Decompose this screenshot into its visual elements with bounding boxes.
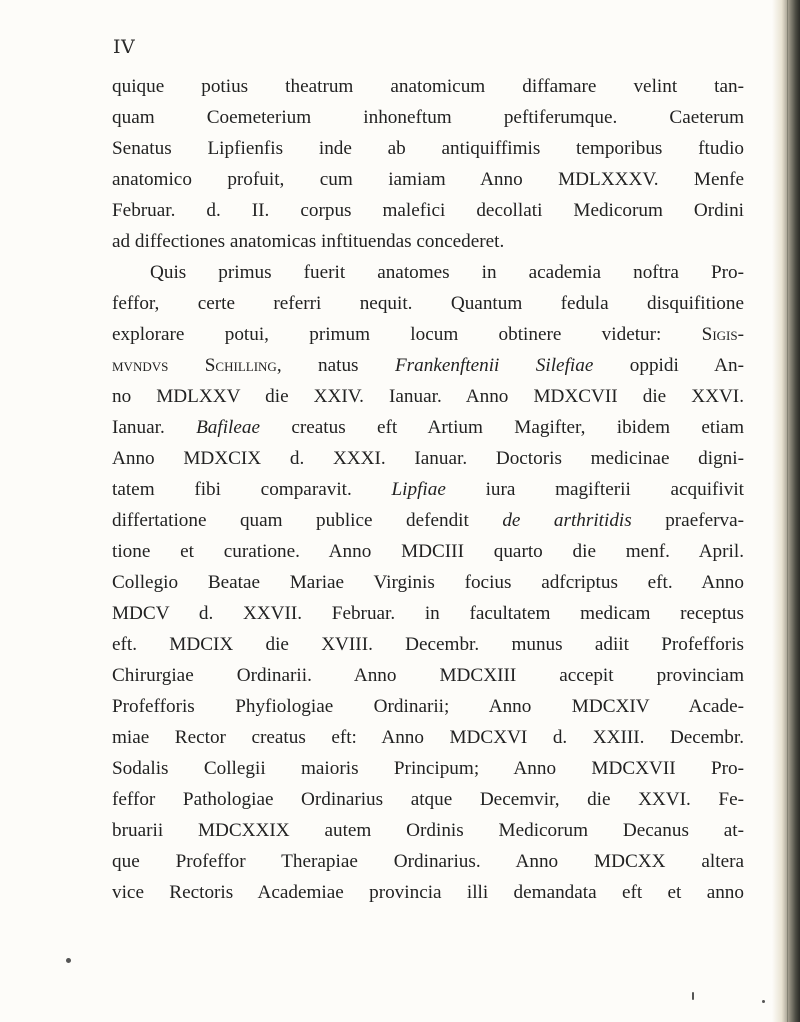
text-run: ad diffectiones anatomicas inftituendas concederet.: [112, 231, 505, 252]
text-run: Quis primus fuerit anatomes in academia noftra Pro-: [150, 262, 744, 283]
text-line: [112, 722, 744, 753]
ink-speck: [692, 992, 694, 1000]
text-run: oppidi An-: [593, 355, 745, 376]
text-run: creatus eft Artium Magifter, ibidem etiam: [260, 417, 744, 438]
text-run: que Profeffor Therapiae Ordinarius. Anno MDCXX altera: [112, 851, 744, 872]
text-run: praeferva-: [631, 510, 745, 531]
text-run: quique potius theatrum anatomicum diffamare velint tan-: [112, 76, 744, 97]
text-run: Senatus Lipfienfis inde ab antiquiffimis temporibus ftudio: [112, 138, 744, 159]
text-line: [112, 350, 744, 381]
text-line: [112, 195, 744, 226]
text-run: tatem fibi comparavit.: [112, 479, 392, 500]
text-line: [112, 381, 744, 412]
text-run: feffor Pathologiae Ordinarius atque Decemvir, die XXVI. Fe-: [112, 789, 744, 810]
text-line: [112, 102, 744, 133]
text-line: [112, 815, 744, 846]
text-run: anatomico profuit, cum iamiam Anno MDLXXXV. Menfe: [112, 169, 744, 190]
italic-text: Lipfiae: [391, 479, 446, 500]
italic-text: Frankenftenii Silefiae: [394, 355, 594, 376]
smallcaps-text: Sigis-: [701, 324, 744, 345]
text-run: quam Coemeterium inhoneftum peftiferumque. Caeterum: [112, 107, 744, 128]
text-run: Anno MDXCIX d. XXXI. Ianuar. Doctoris medicinae digni-: [112, 448, 744, 469]
text-line: [112, 319, 744, 350]
ink-speck: [762, 1000, 765, 1003]
text-run: feffor, certe referri nequit. Quantum fedula disquifitione: [112, 293, 744, 314]
ink-speck: [66, 958, 71, 963]
text-run: , natus: [276, 355, 395, 376]
text-line: [112, 691, 744, 722]
text-line: [112, 133, 744, 164]
text-line: [112, 660, 744, 691]
text-run: vice Rectoris Academiae provincia illi demandata eft et anno: [112, 882, 744, 903]
text-run: iura magifterii acquifivit: [445, 479, 745, 500]
text-run: Februar. d. II. corpus malefici decollati Medicorum Ordini: [112, 200, 744, 221]
text-line: [112, 412, 744, 443]
text-run: no MDLXXV die XXIV. Ianuar. Anno MDXCVII die XXVI.: [112, 386, 744, 407]
text-line: [112, 226, 744, 257]
text-line: [112, 474, 744, 505]
text-line: [112, 877, 744, 908]
italic-text: de arthritidis: [502, 510, 632, 531]
binding-shadow-line: [787, 0, 788, 1022]
text-run: bruarii MDCXXIX autem Ordinis Medicorum Decanus at-: [112, 820, 744, 841]
text-line: [112, 846, 744, 877]
text-line: [112, 257, 744, 288]
text-line: [112, 71, 744, 102]
text-run: Ianuar.: [112, 417, 197, 438]
text-line: [112, 784, 744, 815]
text-line: [112, 753, 744, 784]
text-run: Collegio Beatae Mariae Virginis focius adfcriptus eft. Anno: [112, 572, 744, 593]
text-line: [112, 536, 744, 567]
book-binding-edge: [772, 0, 800, 1022]
text-line: [112, 505, 744, 536]
text-run: Sodalis Collegii maioris Principum; Anno MDCXVII Pro-: [112, 758, 744, 779]
text-line: [112, 288, 744, 319]
text-run: Profefforis Phyfiologiae Ordinarii; Anno MDCXIV Acade-: [112, 696, 744, 717]
text-run: differtatione quam publice defendit: [112, 510, 503, 531]
text-line: [112, 164, 744, 195]
text-run: tione et curatione. Anno MDCIII quarto die menf. April.: [112, 541, 744, 562]
smallcaps-text: mvndvs Schilling: [112, 355, 277, 376]
text-line: [112, 443, 744, 474]
body-text: [112, 71, 744, 908]
text-line: [112, 598, 744, 629]
text-run: eft. MDCIX die XVIII. Decembr. munus adiit Profefforis: [112, 634, 744, 655]
text-line: [112, 629, 744, 660]
italic-text: Bafileae: [196, 417, 261, 438]
text-run: Chirurgiae Ordinarii. Anno MDCXIII accepit provinciam: [112, 665, 744, 686]
text-run: miae Rector creatus eft: Anno MDCXVI d. XXIII. Decembr.: [112, 727, 744, 748]
text-line: [112, 567, 744, 598]
text-run: MDCV d. XXVII. Februar. in facultatem medicam receptus: [112, 603, 744, 624]
page-number: IV: [113, 36, 136, 58]
text-run: explorare potui, primum locum obtinere videtur:: [112, 324, 702, 345]
